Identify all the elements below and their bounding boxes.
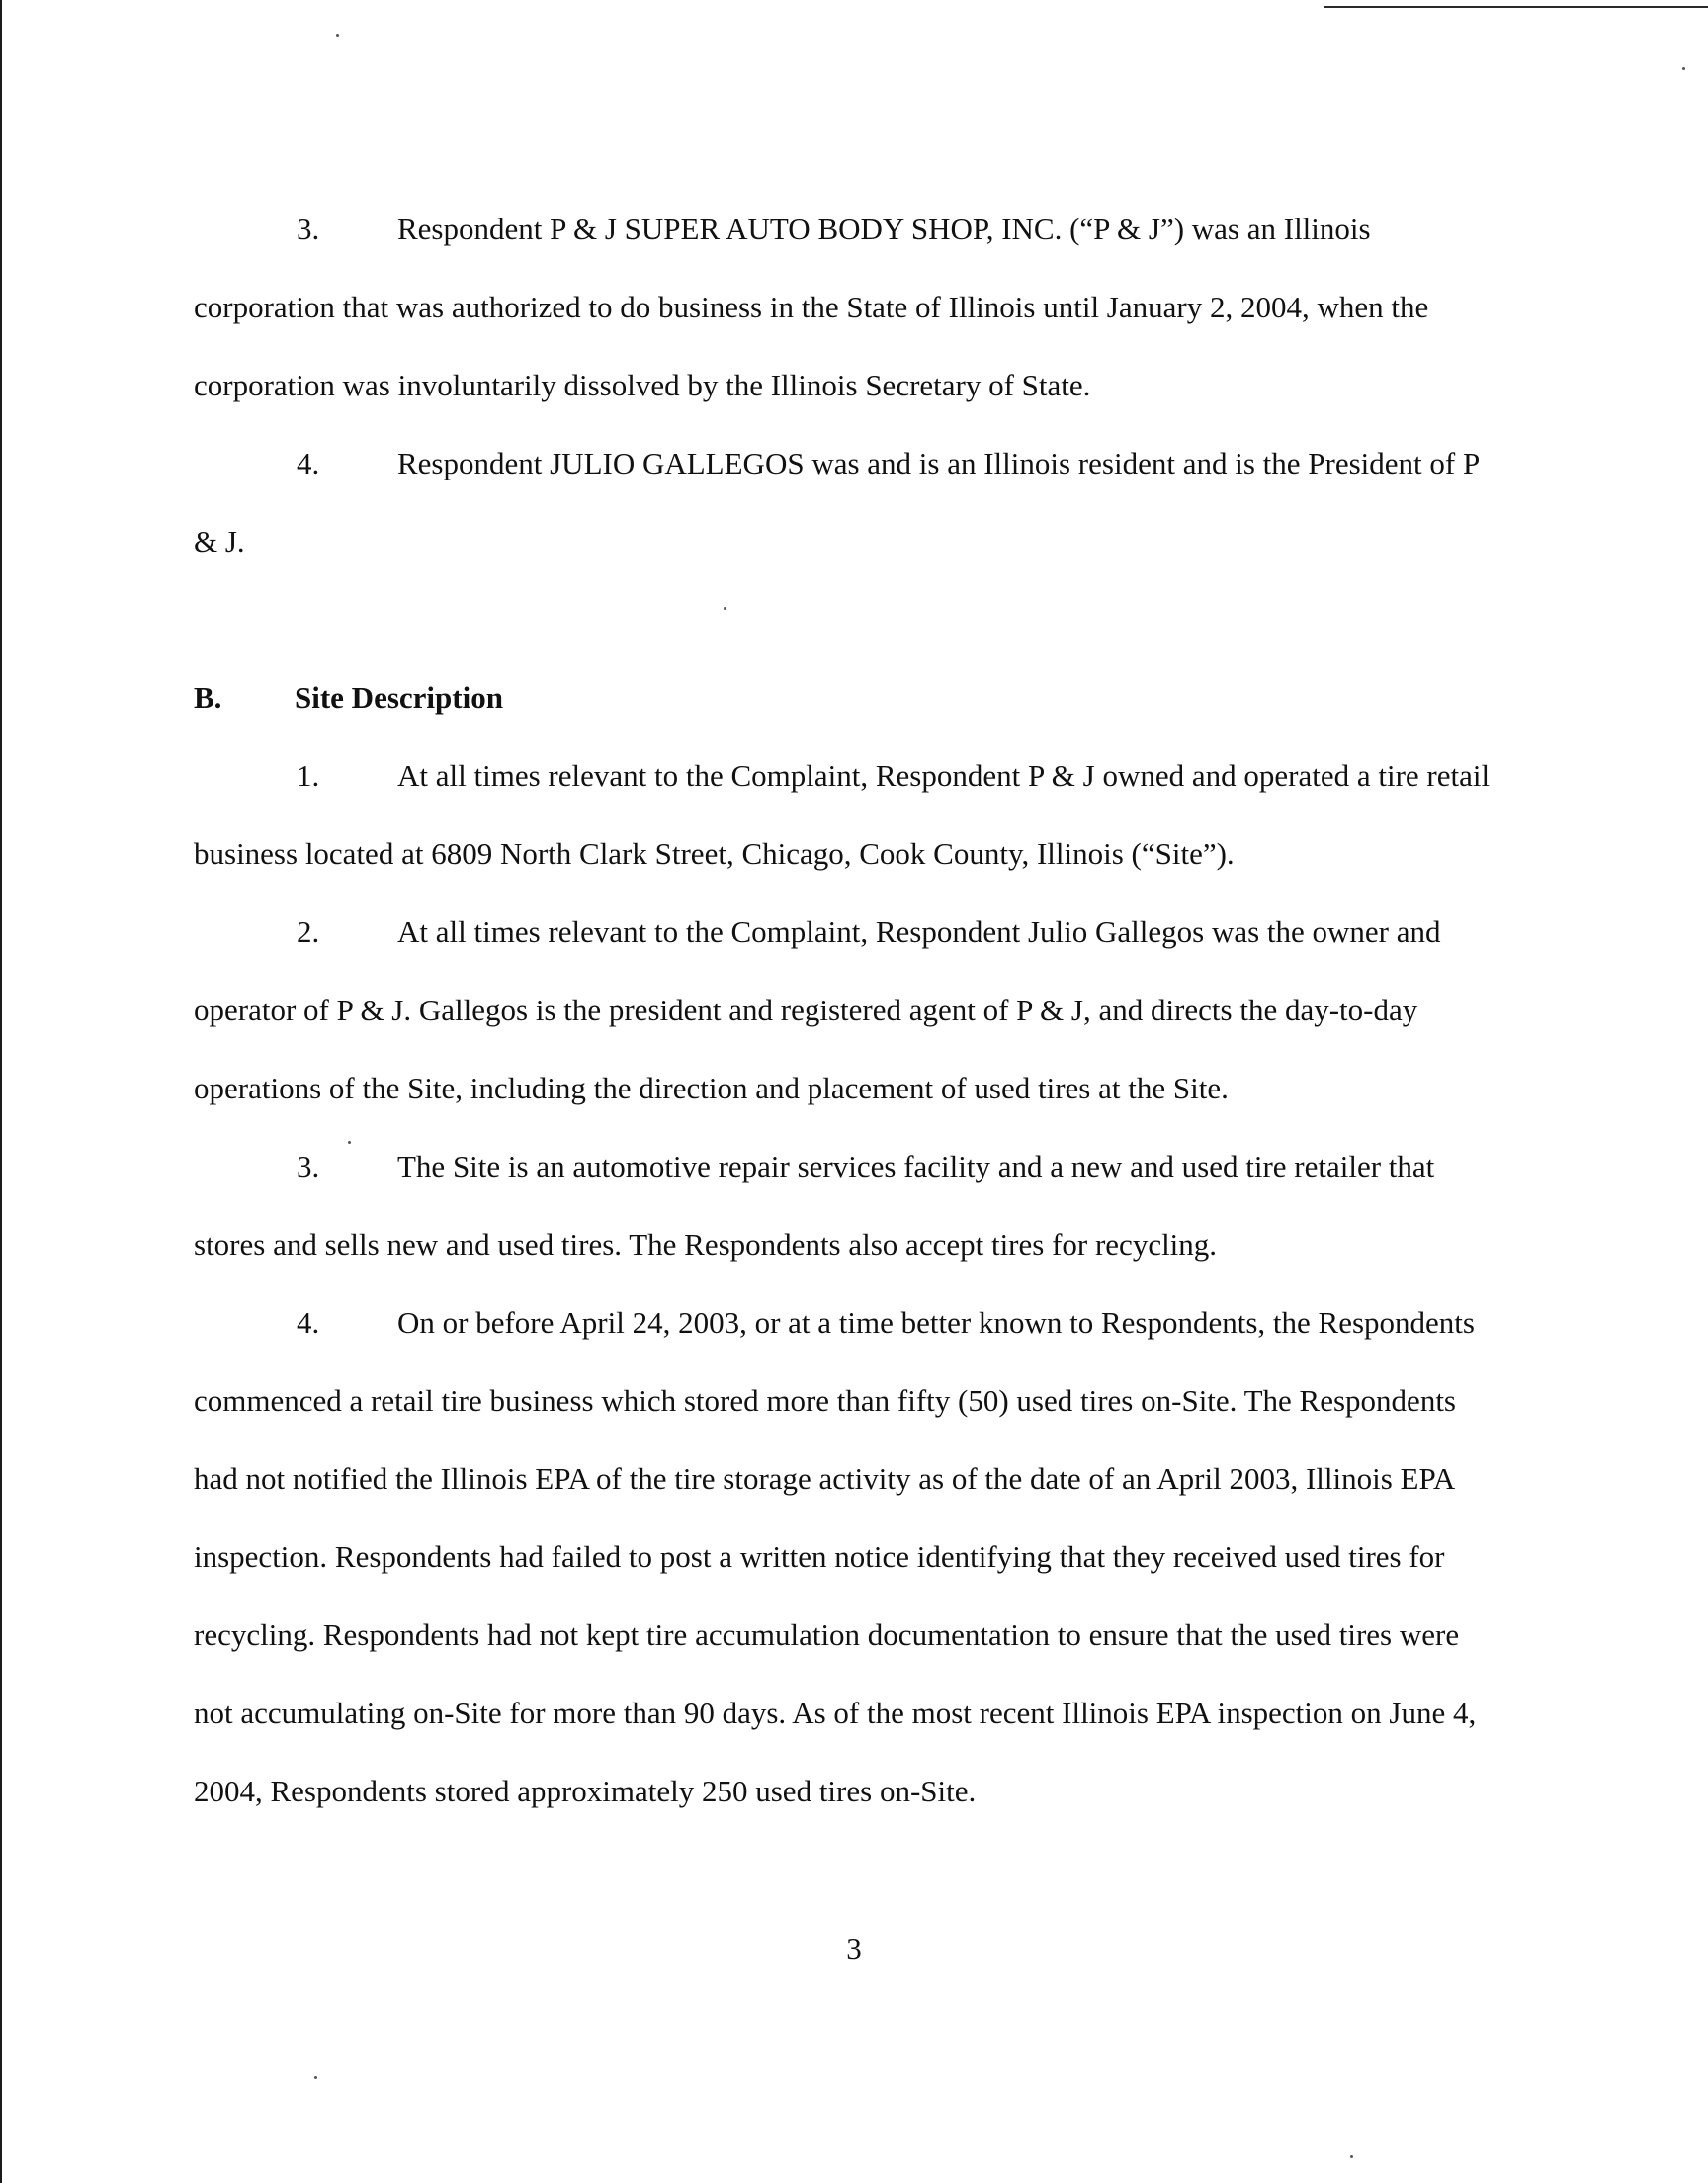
paragraph-b2 [194,893,1498,1127]
paragraph-number: 3. [297,212,320,246]
scan-speck [336,34,339,37]
section-letter: B. [194,680,222,715]
scan-edge [0,0,2,2183]
section-heading [194,658,1498,737]
document-body [194,190,1498,1830]
scan-speck [314,2076,317,2079]
section-title: Site Description [295,680,503,715]
page-number: 3 [846,1931,862,1965]
paragraph-text: Respondent P & J SUPER AUTO BODY SHOP, INC. (“P & J”) was an Illinois corporation that was authorized to do business in the State of Illinois until January 2, 2004, when the corporation was involuntarily dissolved by the Illinois Secretary of State. [194,212,1429,402]
paragraph-a3 [194,190,1498,424]
scan-speck [1682,67,1685,70]
paragraph-b1 [194,737,1498,893]
paragraph-a4 [194,424,1498,580]
scan-speck [1350,2155,1353,2158]
paragraph-number: 4. [297,1305,320,1340]
paragraph-text: At all times relevant to the Complaint, Respondent P & J owned and operated a tire retail business located at 6809 North Clark Street, Chicago, Cook County, Illinois (“Site”). [194,758,1491,871]
paragraph-number: 4. [297,446,320,480]
paragraph-number: 3. [297,1149,320,1183]
paragraph-text: Respondent JULIO GALLEGOS was and is an Illinois resident and is the President of P & J. [194,446,1480,559]
scan-rule [1324,6,1708,8]
paragraph-number: 1. [297,758,320,793]
paragraph-b4 [194,1283,1498,1830]
paragraph-text: At all times relevant to the Complaint, Respondent Julio Gallegos was the owner and operator of P & J. Gallegos is the president and registered agent of P & J, and directs the day-to-day operations of the Site, including the direction and placement of used tires at the Site. [194,915,1441,1105]
paragraph-number: 2. [297,915,320,949]
paragraph-b3 [194,1127,1498,1283]
paragraph-text: On or before April 24, 2003, or at a time better known to Respondents, the Respondents commenced a retail tire business which stored more than fifty (50) used tires on-Site. The Respondents had not notified the Illinois EPA of the tire storage activity as of the date of an April 2003, Illinois EPA inspection. Respondents had failed to post a written notice identifying that they received used tires for recycling. Respondents had not kept tire accumulation documentation to ensure that the used tires were not accumulating on-Site for more than 90 days. As of the most recent Illinois EPA inspection on June 4, 2004, Respondents stored approximately 250 used tires on-Site. [194,1305,1477,1808]
paragraph-text: The Site is an automotive repair services facility and a new and used tire retailer that stores and sells new and used tires. The Respondents also accept tires for recycling. [194,1149,1435,1262]
